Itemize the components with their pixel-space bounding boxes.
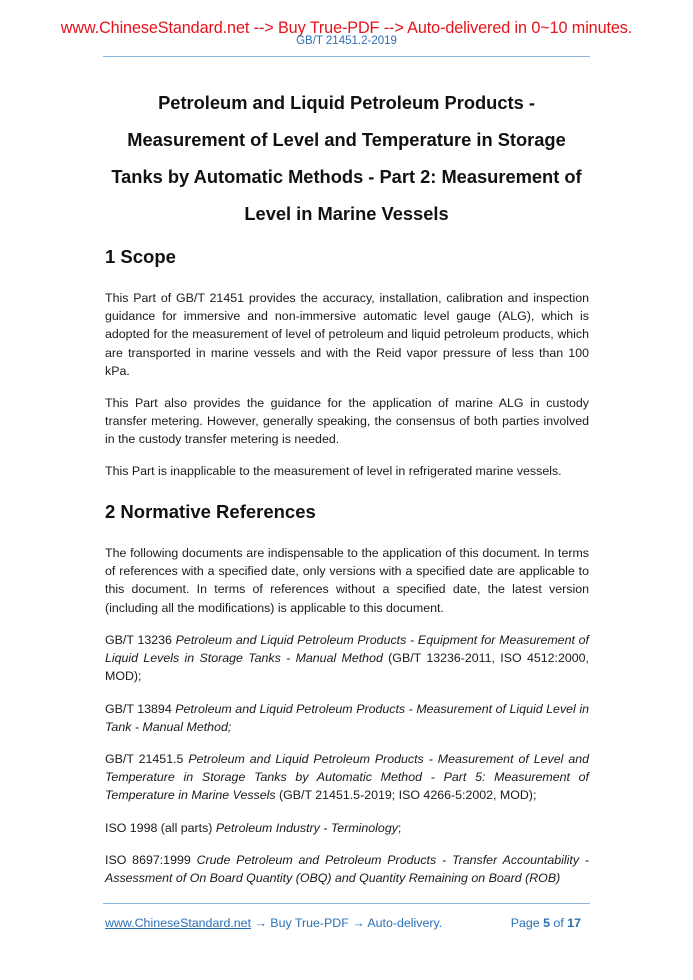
reference-suffix: ; bbox=[397, 821, 402, 835]
scope-paragraph: This Part also provides the guidance for the application of marine ALG in custody transfer metering. However, generally speaking, the consensus of both parties involved in the custody transfer metering is needed. bbox=[105, 396, 589, 447]
footer-divider bbox=[103, 903, 590, 904]
title-line: Measurement of Level and Temperature in Storage bbox=[127, 129, 566, 150]
reference-item bbox=[105, 851, 589, 887]
reference-suffix: (GB/T 21451.5-2019; ISO 4266-5:2002, MOD); bbox=[275, 788, 537, 803]
section-heading-scope: 1 Scope bbox=[105, 246, 176, 267]
scope-paragraph: This Part is inapplicable to the measurement of level in refrigerated marine vessels. bbox=[105, 464, 562, 478]
page-label: Page bbox=[510, 916, 544, 930]
references-intro: The following documents are indispensable to the application of this document. In terms of references with a specified date, only versions with a specified date are applicable to this document. In terms of references without a specified date, the latest version (including all the modifications) is applicable to this document. bbox=[105, 546, 589, 615]
page-total: 17 bbox=[567, 916, 581, 930]
reference-title: Petroleum and Liquid Petroleum Products - Measurement of Level and Temperature in Storage Tanks by Automatic Method - Part 5: Measurement of Temperature in Marine Vessels bbox=[105, 752, 589, 803]
document-title bbox=[90, 84, 603, 232]
footer-text: → Buy True-PDF → Auto-delivery. bbox=[251, 916, 443, 930]
reference-title: Petroleum Industry - Terminology bbox=[215, 821, 398, 835]
reference-code: GB/T 13894 bbox=[105, 702, 176, 716]
reference-item bbox=[105, 631, 589, 686]
of-label: of bbox=[549, 916, 568, 930]
reference-suffix: (GB/T 13236-2011, ISO 4512:2000, MOD); bbox=[105, 651, 589, 684]
title-line: Petroleum and Liquid Petroleum Products - bbox=[158, 92, 535, 113]
reference-item bbox=[105, 700, 589, 736]
reference-title: Petroleum and Liquid Petroleum Products - Measurement of Liquid Level in Tank - Manual Method; bbox=[105, 702, 589, 735]
reference-title: Petroleum and Liquid Petroleum Products - Equipment for Measurement of Liquid Levels in Storage Tanks - Manual Method bbox=[105, 633, 589, 666]
scope-paragraph: This Part of GB/T 21451 provides the accuracy, installation, calibration and inspection guidance for immersive and non-immersive automatic level gauge (ALG), which is adopted for the measurement of level of petroleum and liquid petroleum products, which are transported in marine vessels and with the Reid vapor pressure of less than 100 kPa. bbox=[105, 291, 589, 378]
title-line: Tanks by Automatic Methods - Part 2: Measurement of bbox=[111, 166, 582, 187]
reference-item bbox=[105, 750, 589, 805]
title-line: Level in Marine Vessels bbox=[244, 203, 449, 224]
reference-code: ISO 1998 (all parts) bbox=[105, 821, 216, 835]
page-number: 5 bbox=[543, 916, 550, 930]
reference-code: GB/T 13236 bbox=[105, 633, 176, 647]
page-footer bbox=[105, 915, 589, 931]
reference-code: GB/T 21451.5 bbox=[105, 752, 189, 766]
standard-number: GB/T 21451.2-2019 bbox=[296, 35, 397, 47]
reference-title: Crude Petroleum and Petroleum Products - Transfer Accountability - Assessment of On Board Quantity (OBQ) and Quantity Remaining on Board (ROB) bbox=[105, 853, 589, 886]
footer-link[interactable]: www.ChineseStandard.net bbox=[105, 916, 252, 930]
reference-code: ISO 8697:1999 bbox=[105, 853, 197, 867]
promo-banner: www.ChineseStandard.net --> Buy True-PDF --> Auto-delivered in 0~10 minutes. bbox=[60, 19, 633, 37]
reference-item bbox=[105, 819, 589, 837]
section-heading-normative-references: 2 Normative References bbox=[105, 501, 316, 522]
page-indicator bbox=[511, 915, 581, 931]
header-divider bbox=[103, 56, 590, 57]
